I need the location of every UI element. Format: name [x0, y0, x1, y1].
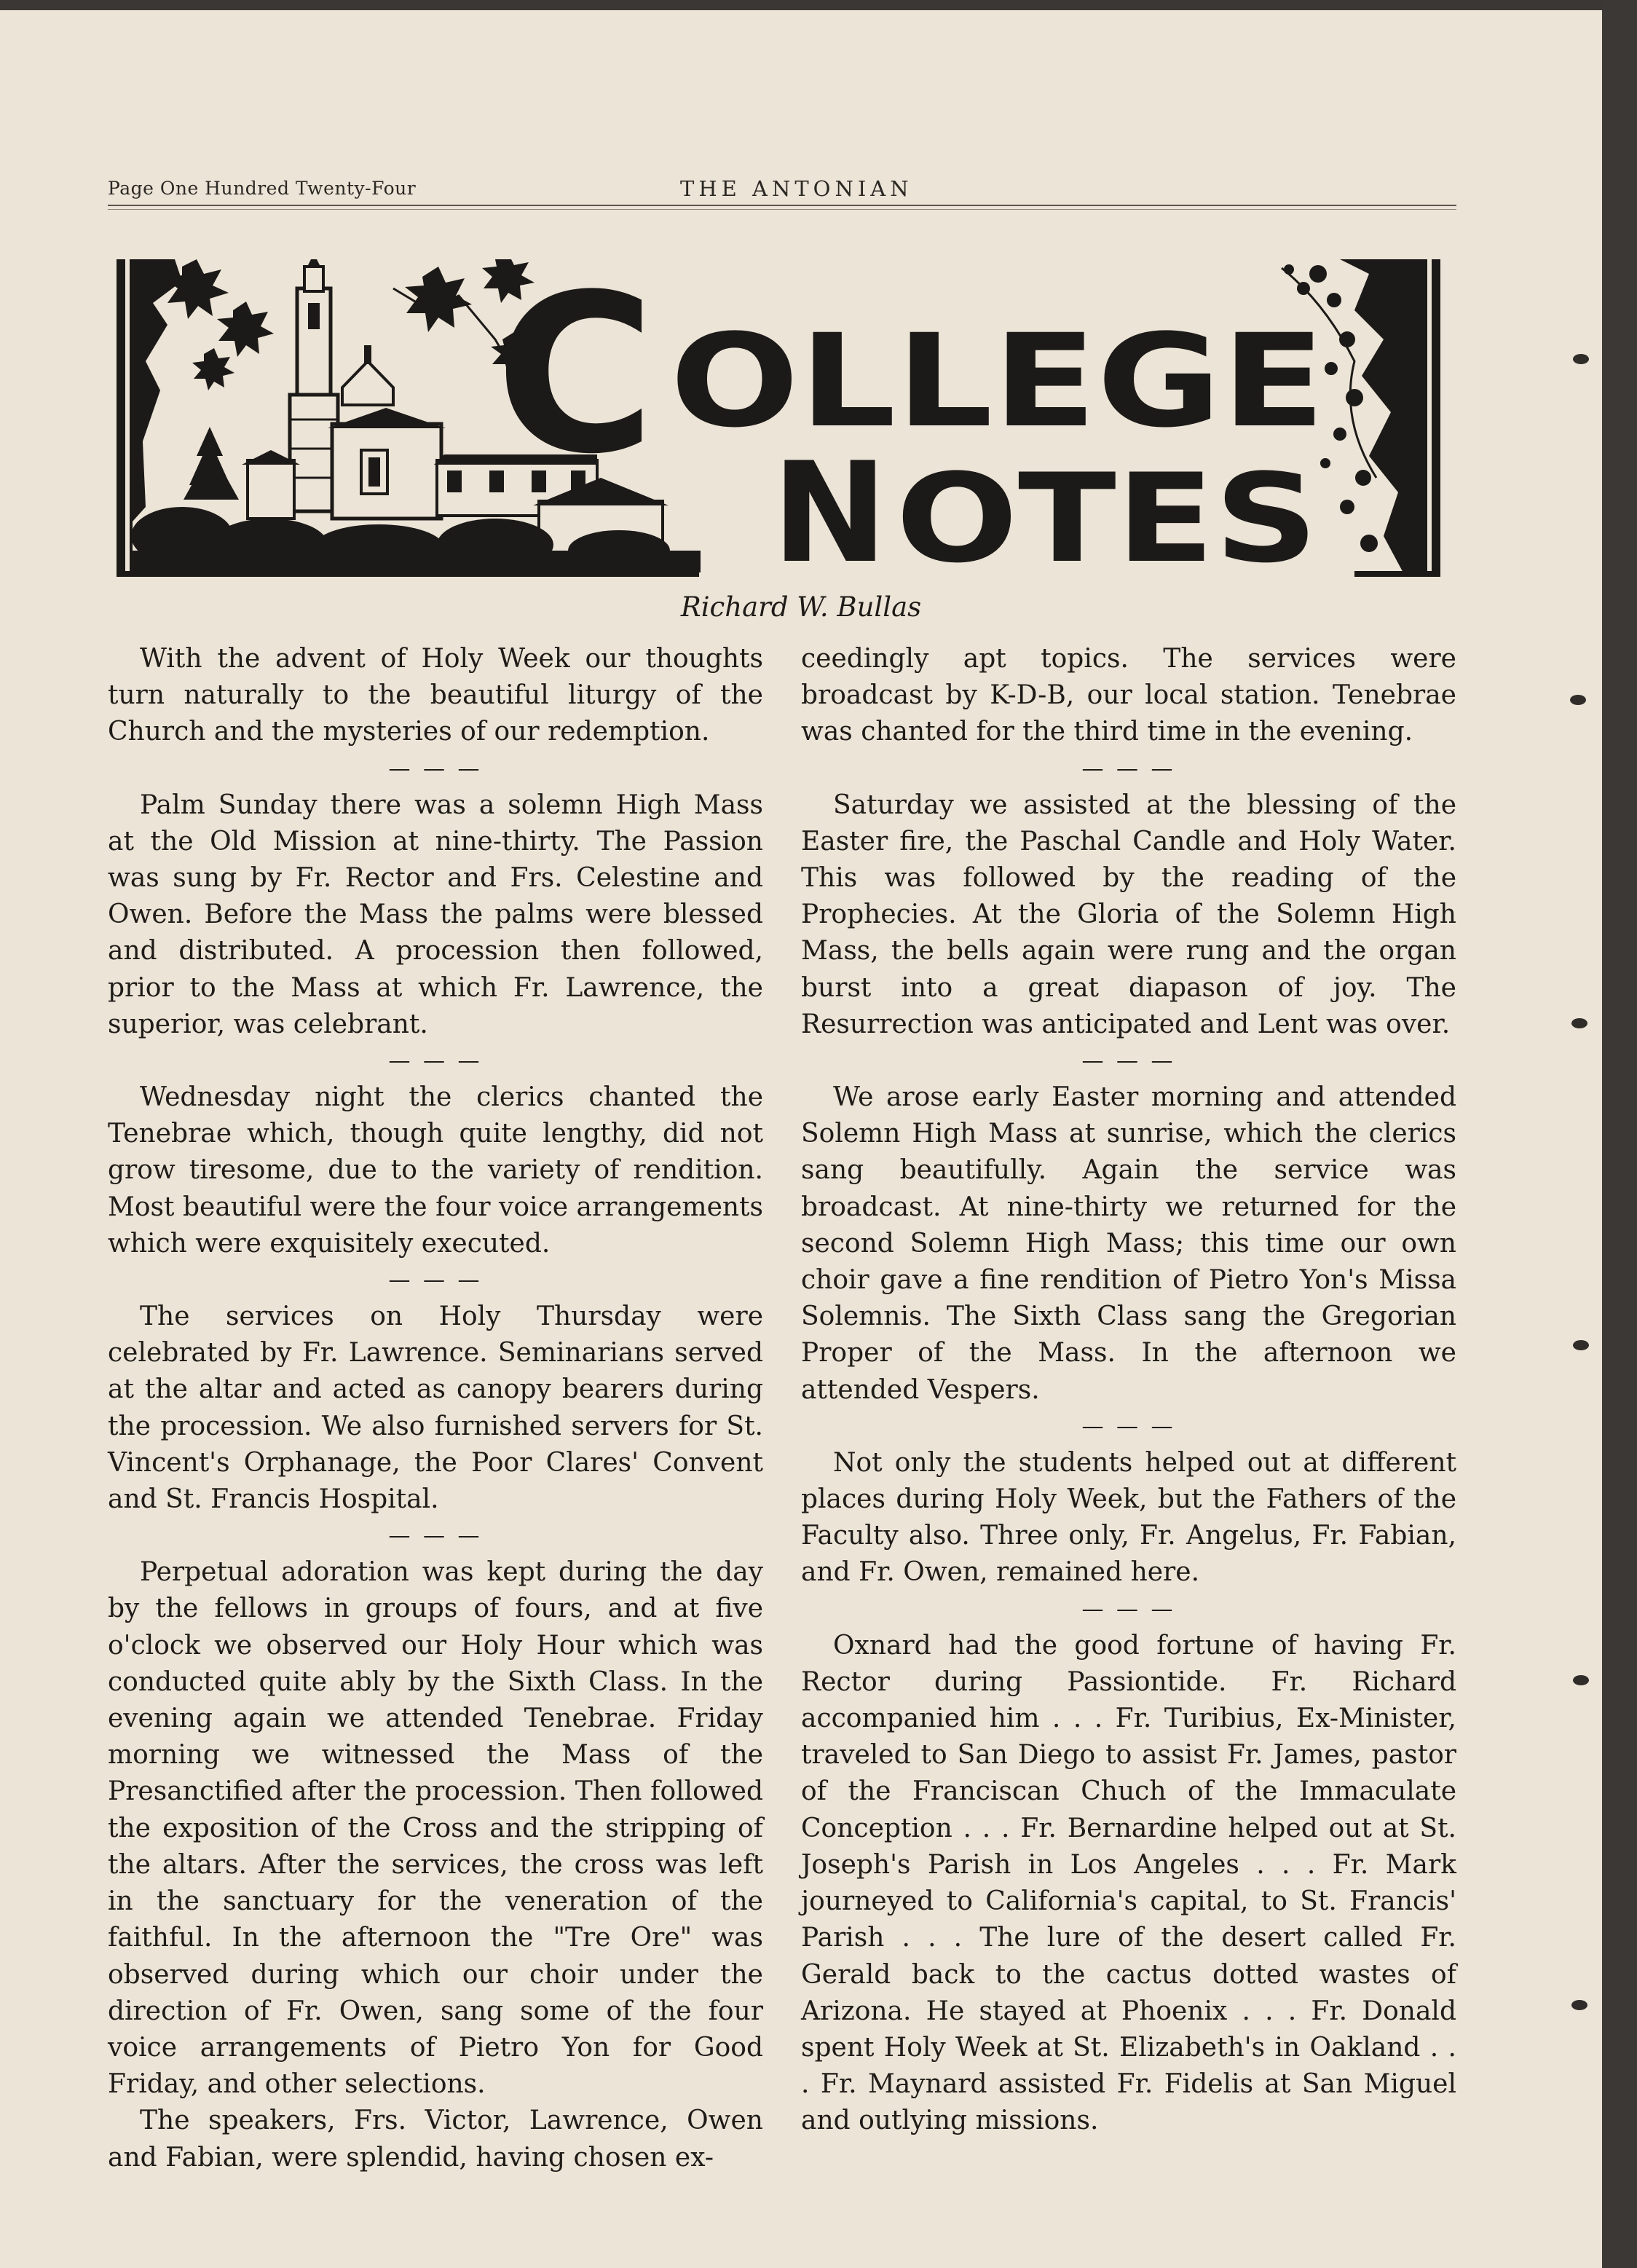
article-paragraph: With the advent of Holy Week our thoughts turn naturally to the beautiful liturgy of the Church and the mysteries of our redemption. — [108, 644, 763, 747]
article-column-right — [801, 641, 1456, 2140]
section-separator: — — — — [388, 1523, 483, 1549]
banner-word-college: OLLEGE — [670, 307, 1325, 456]
scan-top-edge — [0, 0, 1637, 10]
header-rule — [108, 205, 1456, 206]
publication-title: THE ANTONIAN — [680, 176, 913, 201]
section-separator: — — — — [388, 1048, 483, 1074]
section-separator: — — — — [388, 755, 483, 781]
article-paragraph: ceedingly apt topics. The services were broadcast by K-D-B, our local station. Tenebrae was chanted for the third time in the evening. — [801, 644, 1456, 747]
binding-hole — [1573, 354, 1589, 364]
header-rule — [108, 209, 1456, 210]
section-separator: — — — — [1081, 755, 1176, 781]
binding-hole — [1573, 1675, 1589, 1685]
article-column-left — [108, 641, 763, 2176]
article-paragraph: The services on Holy Thursday were celebrated by Fr. Lawrence. Seminarians served at the altar and acted as canopy bearers during the procession. We also furnished servers for St. Vincent's Orphanage, the Poor Clares' Convent and St. Francis Hospital. — [108, 1302, 763, 1515]
article-paragraph: Palm Sunday there was a solemn High Mass at the Old Mission at nine-thirty. The Passion was sung by Fr. Rector and Frs. Celestine and Owen. Before the Mass the palms were blessed and distributed. A procession then followed, prior to the Mass at which Fr. Lawrence, the superior, was celebrant. — [108, 790, 763, 1039]
article-paragraph: Saturday we assisted at the blessing of the Easter fire, the Paschal Candle and Holy Water. This was followed by the reading of the Prophecies. At the Gloria of the Solemn High Mass, the bells again were rung and the organ burst into a great diapason of joy. The Resurrection was anticipated and Lent was over. — [801, 790, 1456, 1039]
college-notes-banner — [117, 259, 1440, 577]
article-paragraph: We arose early Easter morning and attended Solemn High Mass at sunrise, which the clerics sang beautifully. Again the service was broadcast. At nine-thirty we returned for the second Solemn High Mass; this time our own choir gave a fine rendition of Pietro Yon's Missa Solemnis. The Sixth Class sang the Gregorian Proper of the Mass. In the afternoon we attended Vespers. — [801, 1082, 1456, 1405]
running-head — [108, 172, 1456, 208]
section-separator: — — — — [388, 1267, 483, 1294]
author-byline: Richard W. Bullas — [680, 591, 922, 623]
banner-illustration — [117, 259, 1440, 577]
article-paragraph: Not only the students helped out at different places during Holy Week, but the Fathers of the Faculty also. Three only, Fr. Angelus, Fr. Fabian, and Fr. Owen, remained here. — [801, 1447, 1456, 1588]
page-number: Page One Hundred Twenty-Four — [108, 178, 417, 199]
right-frame-bar — [1432, 259, 1440, 577]
banner-initial-n: N — [772, 433, 888, 577]
binding-hole — [1570, 695, 1586, 705]
section-separator: — — — — [1081, 1596, 1176, 1622]
article-paragraph: The speakers, Frs. Victor, Lawrence, Owen and Fabian, were splendid, having chosen ex- — [108, 2106, 763, 2173]
binding-hole — [1571, 1018, 1587, 1028]
article-paragraph: Oxnard had the good fortune of having Fr. Rector during Passiontide. Fr. Richard accompanied him . . . Fr. Turibius, Ex-Minister, traveled to San Diego to assist Fr. James, pastor of the Franciscan Chuch of the Immaculate Conception . . . Fr. Bernardine helped out at St. Joseph's Parish in Los Angeles . . . Fr. Mark journeyed to California's capital, to St. Francis' Parish . . . The lure of the desert called Fr. Gerald back to the cactus dotted wastes of Arizona. He stayed at Phoenix . . . Fr. Donald spent Holy Week at St. Elizabeth's in Oakland . . . Fr. Maynard assisted Fr. Fidelis at San Miguel and outlying missions. — [801, 1630, 1456, 2136]
banner-initial-c: C — [495, 259, 656, 502]
binding-hole — [1573, 1340, 1589, 1350]
banner-word-notes: OTES — [896, 447, 1318, 577]
section-separator: — — — — [1081, 1413, 1176, 1439]
left-frame-bar — [117, 259, 125, 577]
scan-right-edge — [1602, 0, 1637, 2268]
article-paragraph: Perpetual adoration was kept during the day by the fellows in groups of fours, and at five o'clock we observed our Holy Hour which was conducted quite ably by the Sixth Class. In the evening again we attended Tenebrae. Friday morning we witnessed the Mass of the Presanctified after the procession. Then followed the exposition of the Cross and the stripping of the altars. After the services, the cross was left in the sanctuary for the veneration of the faithful. In the afternoon the "Tre Ore" was observed during which our choir under the direction of Fr. Owen, sang some of the four voice arrangements of Pietro Yon for Good Friday, and other selections. — [108, 1557, 763, 2100]
binding-hole — [1571, 2000, 1587, 2010]
article-paragraph: Wednesday night the clerics chanted the Tenebrae which, though quite lengthy, did not grow tiresome, due to the variety of rendition. Most beautiful were the four voice arrangements which were exquisitely executed. — [108, 1082, 763, 1259]
section-separator: — — — — [1081, 1048, 1176, 1074]
